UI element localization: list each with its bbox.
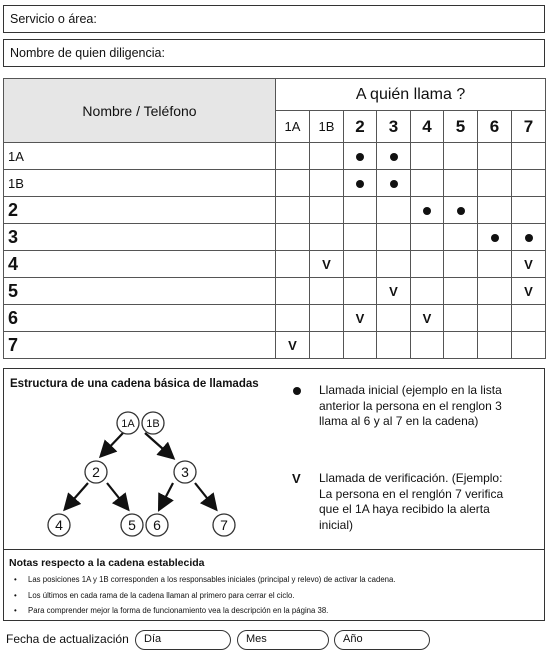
call-cell[interactable] <box>444 305 478 332</box>
node-6: 6 <box>153 517 161 533</box>
call-cell[interactable] <box>411 170 444 197</box>
call-cell[interactable] <box>310 170 344 197</box>
fecha-label: Fecha de actualización <box>6 632 129 646</box>
call-cell[interactable] <box>478 251 512 278</box>
table-row <box>4 251 546 278</box>
notes-title: Notas respecto a la cadena establecida <box>9 557 205 569</box>
call-cell[interactable] <box>478 197 512 224</box>
structure-title: Estructura de una cadena básica de llamadas <box>10 378 259 390</box>
call-cell[interactable] <box>411 224 444 251</box>
col-header: 3 <box>377 111 411 143</box>
verification-marker: V <box>322 256 331 272</box>
call-cell[interactable] <box>512 197 546 224</box>
row-label[interactable]: 5 <box>4 278 276 305</box>
nombre-field[interactable] <box>3 39 545 67</box>
call-cell[interactable] <box>411 251 444 278</box>
table-row <box>4 278 546 305</box>
call-cell[interactable] <box>411 332 444 359</box>
row-label[interactable]: 3 <box>4 224 276 251</box>
call-cell[interactable] <box>310 251 344 278</box>
call-cell[interactable] <box>276 143 310 170</box>
call-cell[interactable] <box>276 278 310 305</box>
call-cell[interactable] <box>310 143 344 170</box>
row-label[interactable]: 1A <box>4 143 276 170</box>
row-label[interactable]: 7 <box>4 332 276 359</box>
call-cell[interactable] <box>377 305 411 332</box>
call-cell[interactable] <box>344 305 377 332</box>
call-cell[interactable] <box>310 224 344 251</box>
node-4: 4 <box>55 517 63 533</box>
day-input[interactable]: Día <box>135 630 231 650</box>
node-1a: 1A <box>121 418 135 430</box>
call-cell[interactable] <box>377 143 411 170</box>
call-cell[interactable] <box>310 197 344 224</box>
verification-marker: V <box>524 283 533 299</box>
call-cell[interactable] <box>377 197 411 224</box>
year-input[interactable]: Año <box>334 630 430 650</box>
call-cell[interactable] <box>478 332 512 359</box>
call-cell[interactable] <box>310 305 344 332</box>
table-row <box>4 197 546 224</box>
node-5: 5 <box>128 517 136 533</box>
table-row <box>4 332 546 359</box>
name-phone-header: Nombre / Teléfono <box>4 79 276 143</box>
month-input[interactable]: Mes <box>237 630 329 650</box>
call-cell[interactable] <box>444 278 478 305</box>
verification-marker: V <box>422 310 432 326</box>
call-cell[interactable] <box>344 197 377 224</box>
call-cell[interactable] <box>377 278 411 305</box>
call-cell[interactable] <box>276 224 310 251</box>
call-cell[interactable] <box>512 251 546 278</box>
call-cell[interactable] <box>411 197 444 224</box>
call-cell[interactable] <box>512 224 546 251</box>
note-item: • Para comprender mejor la forma de funcionamiento vea la descripción en la página 38. <box>14 606 329 615</box>
row-label[interactable]: 6 <box>4 305 276 332</box>
verification-legend-text: Llamada de verificación. (Ejemplo: La persona en el renglón 7 verifica que el 1A haya recibido la alerta inicial) <box>319 471 504 532</box>
arrow-2-4 <box>66 483 88 508</box>
arrow-1-3 <box>145 433 172 457</box>
call-cell[interactable] <box>344 224 377 251</box>
call-cell[interactable] <box>478 143 512 170</box>
call-cell[interactable] <box>276 170 310 197</box>
row-label[interactable]: 4 <box>4 251 276 278</box>
col-header: 5 <box>444 111 478 143</box>
call-cell[interactable] <box>512 170 546 197</box>
verification-legend-icon: V <box>292 471 301 486</box>
servicio-field[interactable] <box>3 5 545 33</box>
table-row <box>4 224 546 251</box>
row-label[interactable]: 1B <box>4 170 276 197</box>
note-text: Las posiciones 1A y 1B corresponden a los responsables iniciales (principal y relevo) de activar la cadena. <box>28 575 396 584</box>
note-text: Para comprender mejor la forma de funcionamiento vea la descripción en la página 38. <box>28 606 329 615</box>
node-7: 7 <box>220 517 228 533</box>
call-cell[interactable] <box>276 197 310 224</box>
call-cell[interactable] <box>444 251 478 278</box>
col-header: 6 <box>478 111 512 143</box>
call-cell[interactable] <box>377 224 411 251</box>
call-cell[interactable] <box>444 143 478 170</box>
initial-call-marker <box>390 180 398 188</box>
table-row <box>4 170 546 197</box>
note-text: Los últimos en cada rama de la cadena llaman al primero para cerrar el ciclo. <box>28 591 295 600</box>
note-item: • Las posiciones 1A y 1B corresponden a los responsables iniciales (principal y relevo) de activar la cadena. <box>14 575 396 584</box>
initial-call-marker <box>423 207 431 215</box>
call-cell[interactable] <box>411 305 444 332</box>
table-row <box>4 305 546 332</box>
call-cell[interactable] <box>344 278 377 305</box>
call-cell[interactable] <box>377 170 411 197</box>
row-label[interactable]: 2 <box>4 197 276 224</box>
call-cell[interactable] <box>310 278 344 305</box>
call-cell[interactable] <box>344 251 377 278</box>
call-cell[interactable] <box>377 251 411 278</box>
arrow-2-5 <box>107 483 127 508</box>
call-cell[interactable] <box>344 332 377 359</box>
initial-call-legend-icon <box>293 387 301 395</box>
call-cell[interactable] <box>276 332 310 359</box>
call-cell[interactable] <box>512 332 546 359</box>
servicio-label: Servicio o área: <box>10 12 97 26</box>
node-2: 2 <box>92 464 100 480</box>
call-cell[interactable] <box>276 251 310 278</box>
call-cell[interactable] <box>377 332 411 359</box>
initial-call-marker <box>390 153 398 161</box>
call-cell[interactable] <box>478 278 512 305</box>
arrow-3-7 <box>195 483 215 508</box>
call-cell[interactable] <box>276 305 310 332</box>
call-cell[interactable] <box>478 305 512 332</box>
node-3: 3 <box>181 464 189 480</box>
call-cell[interactable] <box>310 332 344 359</box>
call-cell[interactable] <box>344 170 377 197</box>
call-cell[interactable] <box>444 170 478 197</box>
call-cell[interactable] <box>512 278 546 305</box>
verification-marker: V <box>355 310 365 326</box>
initial-call-marker <box>525 234 533 242</box>
col-header: 2 <box>344 111 377 143</box>
initial-call-marker <box>491 234 499 242</box>
call-cell[interactable] <box>444 332 478 359</box>
initial-call-legend-text: Llamada inicial (ejemplo en la lista anterior la persona en el renglon 3 llama al 6 y al 7 en la cadena) <box>319 383 502 428</box>
verification-marker: V <box>524 256 533 272</box>
call-cell[interactable] <box>411 278 444 305</box>
quien-llama-header: A quién llama ? <box>276 79 546 111</box>
arrow-1-2 <box>102 433 123 455</box>
call-chain-table <box>3 78 546 359</box>
initial-call-marker <box>457 207 465 215</box>
call-cell[interactable] <box>444 224 478 251</box>
call-cell[interactable] <box>444 197 478 224</box>
call-cell[interactable] <box>512 143 546 170</box>
node-1b: 1B <box>146 418 160 430</box>
call-chain-diagram <box>0 395 280 550</box>
call-cell[interactable] <box>478 170 512 197</box>
verification-marker: V <box>288 337 297 353</box>
call-cell[interactable] <box>411 143 444 170</box>
initial-call-marker <box>356 153 364 161</box>
col-header: 1B <box>310 111 344 143</box>
col-header: 7 <box>512 111 546 143</box>
table-row <box>4 143 546 170</box>
note-item: • Los últimos en cada rama de la cadena llaman al primero para cerrar el ciclo. <box>14 591 295 600</box>
call-cell[interactable] <box>478 224 512 251</box>
col-header: 1A <box>276 111 310 143</box>
call-cell[interactable] <box>512 305 546 332</box>
verification-marker: V <box>389 283 398 299</box>
initial-call-marker <box>356 180 364 188</box>
arrow-3-6 <box>160 483 173 508</box>
call-cell[interactable] <box>344 143 377 170</box>
col-header: 4 <box>411 111 444 143</box>
nombre-label: Nombre de quien diligencia: <box>10 46 165 60</box>
